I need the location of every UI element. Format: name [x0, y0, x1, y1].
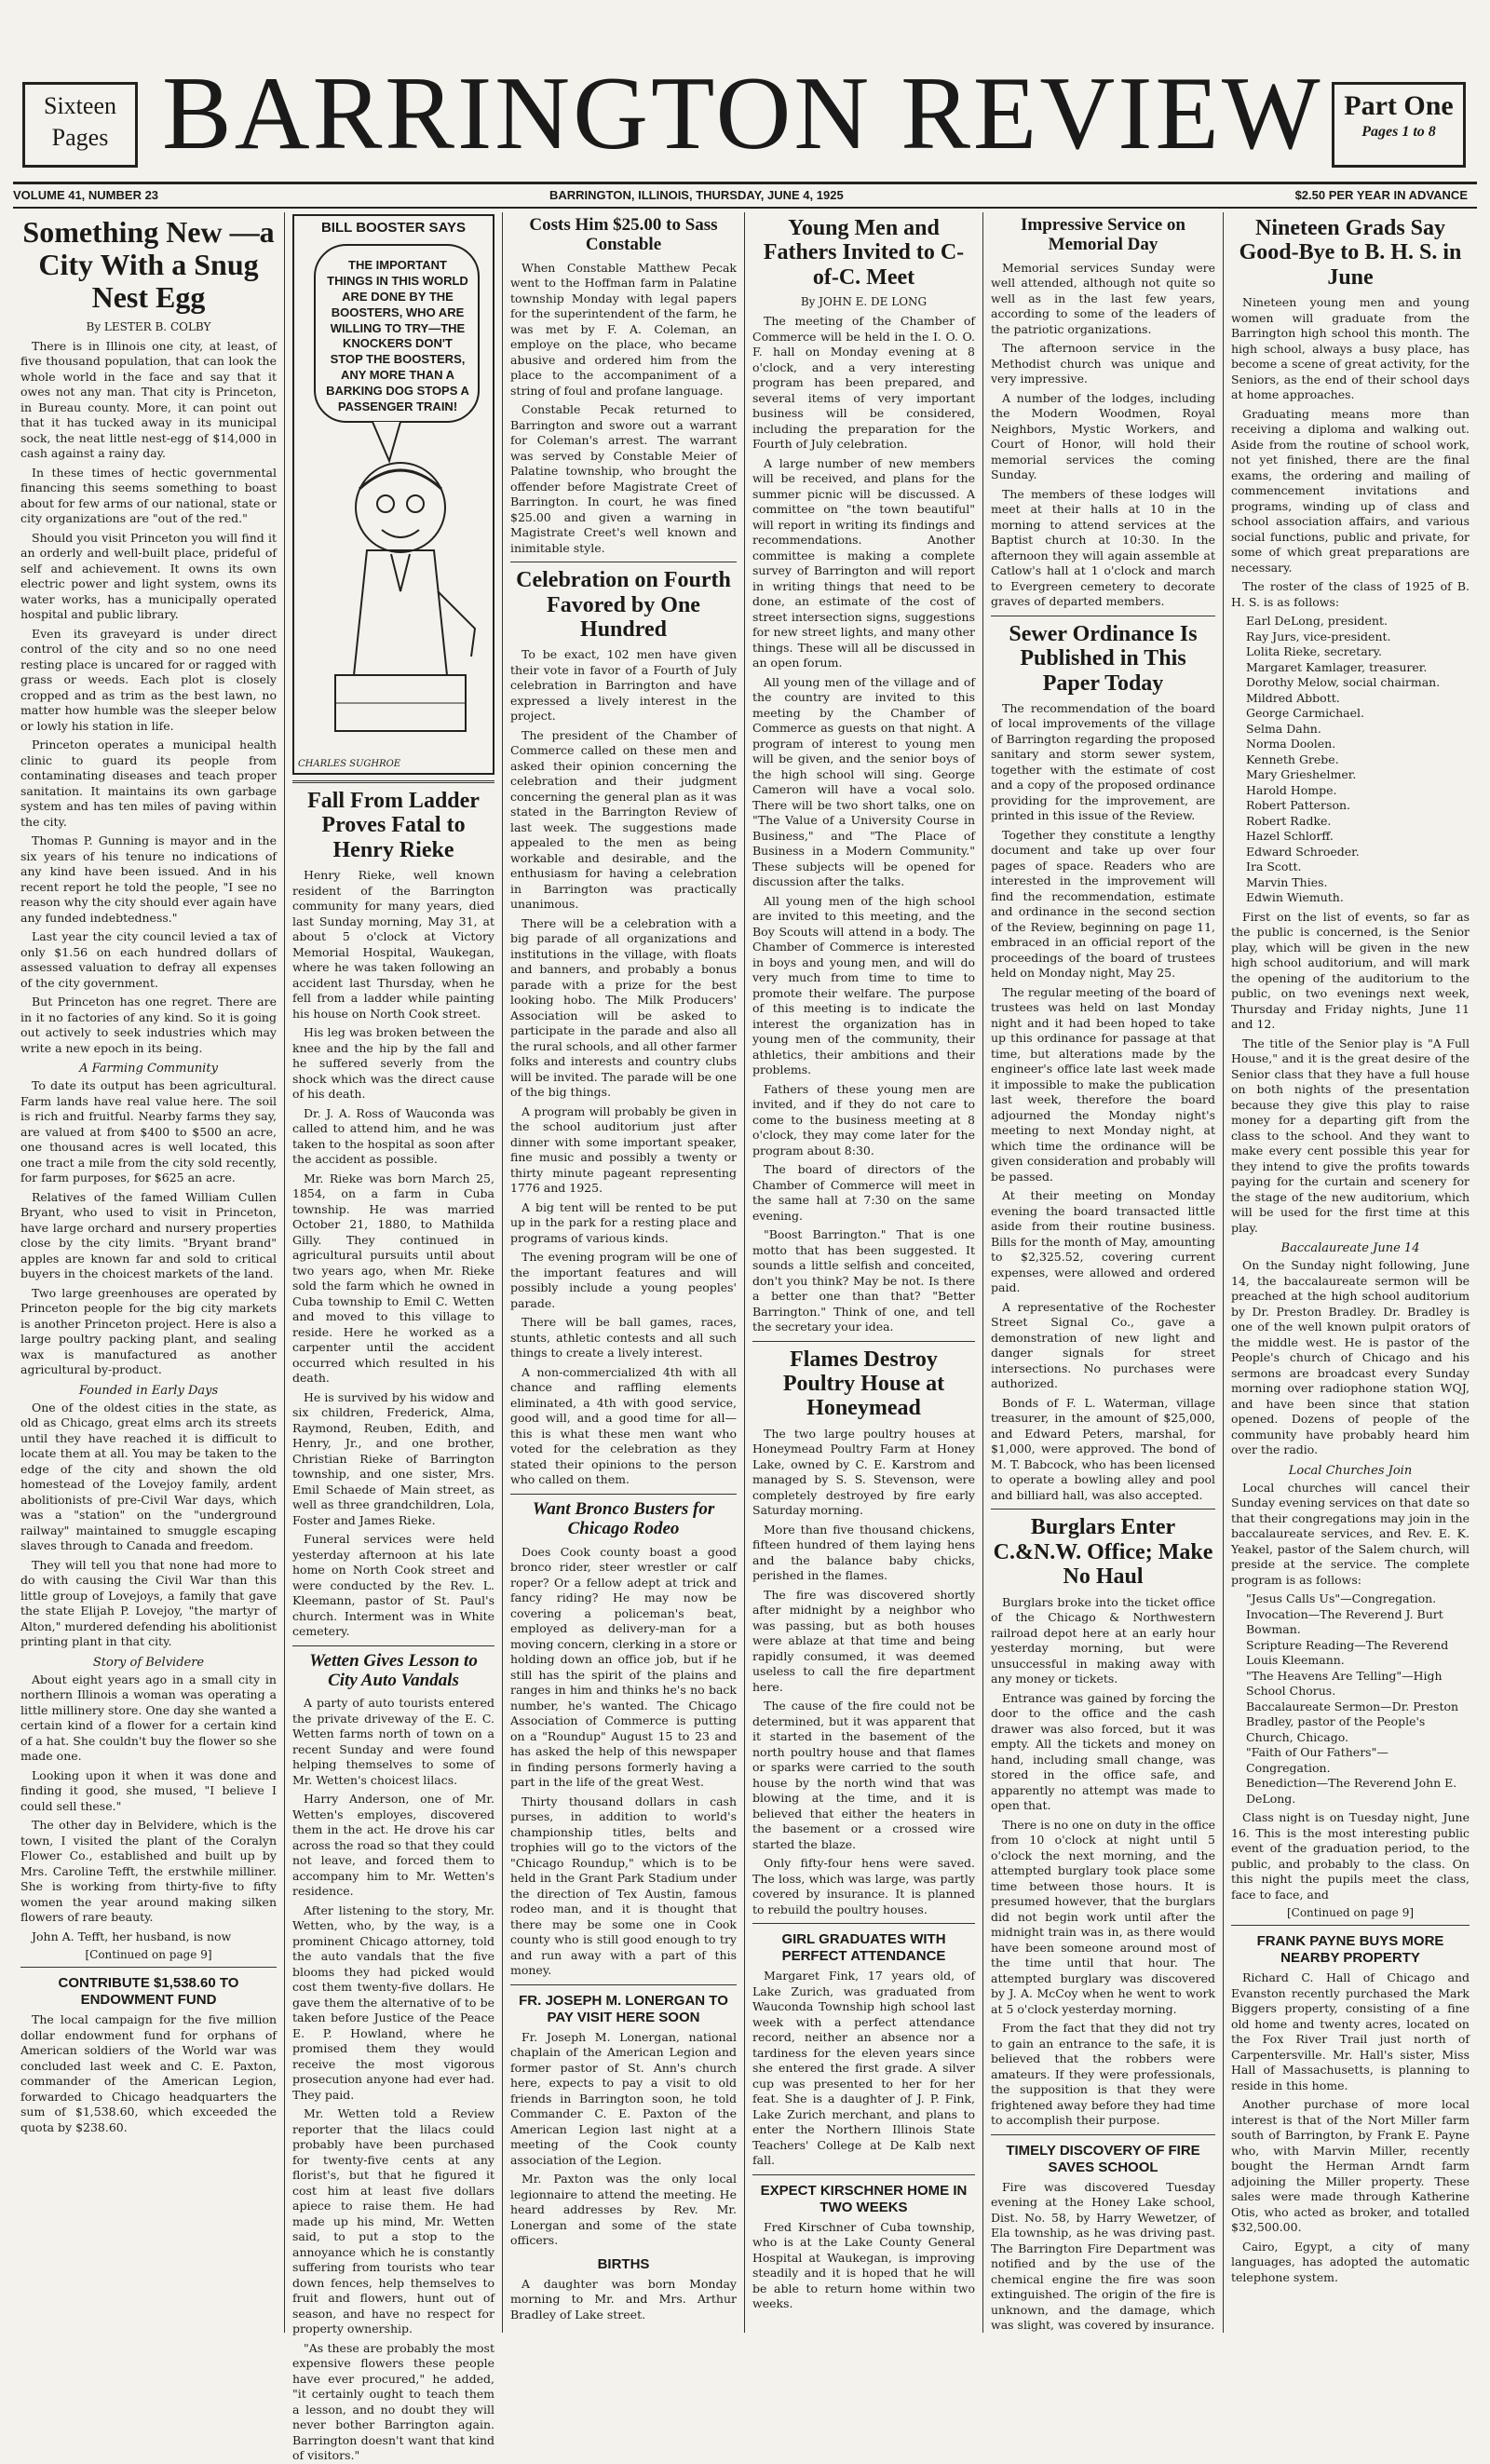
bill-booster-cartoon: [292, 214, 494, 775]
school-fire-headline: TIMELY DISCOVERY OF FIRE SAVES SCHOOL: [1006, 2142, 1200, 2175]
list-item: Mary Grieshelmer.: [1246, 767, 1357, 782]
columns: [13, 212, 1477, 2463]
burglars-headline: Burglars Enter C.&N.W. Office; Make No Haul: [993, 1515, 1213, 1590]
divider: [292, 1645, 494, 1646]
paragraph: "As these are probably the most expensive flowers these people have ever procured," he added, "it certainly ought to teach them a lesson, and no doubt they will never bother Barrington again. Barrington doesn't want that kind of visitors.": [292, 2340, 494, 2463]
princeton-body: [20, 339, 277, 1057]
paragraph: One of the oldest cities in the state, as old as Chicago, great elms arch its streets until they have reached it is difficult to locate them at all. You may be taken to the edge of the city and shown the old homestead of the Lovejoy family, ardent abolitionists of pre-Civil War days, which was a "station" on the "underground railway" maintained to smuggle escaping slaves through to Canada and freedom.: [20, 1400, 277, 1553]
list-item: Marvin Thies.: [1246, 874, 1328, 889]
list-item: Robert Radke.: [1246, 813, 1332, 828]
paragraph: To be exact, 102 men have given their vote in favor of a Fourth of July celebration in Barrington and have expressed a lively interest in the project.: [510, 647, 737, 724]
paragraph: There will be ball games, races, stunts, athletic contests and all such things to create a lively interest.: [510, 1315, 737, 1361]
paragraph: Only fifty-four hens were saved. The loss, which was large, was partly covered by insurance. It is planned to rebuild the poultry houses.: [752, 1856, 975, 1916]
sewer-headline: Sewer Ordinance Is Published in This Paper Today: [1009, 621, 1198, 696]
paragraph: All young men of the high school are invited to this meeting, and the Boy Scouts will attend in a body. The Chamber of Commerce is interested in boys and young men, and will do very much from time to time to promote their welfare. The purpose of this meeting is to indicate the interest the organization has in young men of the community, their athletics, their ambitions and their problems.: [752, 893, 975, 1077]
paragraph: Should you visit Princeton you will find it an orderly and well-built place, prideful of self and achievement. It owns its own electric power and light system, owns its water works, has a municipally operated hospital and public library.: [20, 530, 277, 622]
grads-subhead-churches: Local Churches Join: [1288, 1463, 1413, 1478]
paragraph: There is no one on duty in the office from 10 o'clock at night until 5 o'clock the next morning, and the attempted burglary took place some time between those hours. It is presumed however, that the burglars did not begin work until after the midnight train was in, as there would have been someone around most of the time until that hour. The attempted burglary was discovered by J. A. McCoy when he went to work at 5 o'clock yesterday morning.: [991, 1817, 1215, 2016]
paragraph: There will be a celebration with a big parade of all organizations and institutions in the village, with floats and banners, and probably a bonus parade with a prize for the best looking hobo. The Milk Producers' Association will be asked to participate in the parade and also all the rural schools, and all other farmer folks and interests and country clubs will be invited. The parade will be one of the big things.: [510, 915, 737, 1100]
paragraph: In these times of hectic governmental financing this seems something to boast about for few arms of our national, state or city organizations are "out of the red.": [20, 465, 277, 526]
list-item: Margaret Kamlager, treasurer.: [1246, 659, 1428, 674]
paragraph: Mr. Rieke was born March 25, 1854, on a farm in Cuba township. He was married October 21, 1880, to Mathilda Gilly. They continued in agricultural pursuits until about two years ago, when Mr. Rieke sold the farm which he owned in Cuba township to Emil C. Wetten and moved to this village to reside. Here he worked as a carpenter until the accident occurred which resulted in his death.: [292, 1171, 494, 1386]
paragraph: When Constable Matthew Pecak went to the Hoffman farm in Palatine township Monday with legal papers for the superintendent of the farm, he was met by F. A. Coleman, an employe on the place, who became abusive and ordered him from the place to the accompaniment of a string of foul and profane language.: [510, 260, 737, 398]
paragraph: A large number of new members will be received, and plans for the summer picnic will be discussed. A committee on "the town beautiful" will report in writing its findings and recommendations. Another committee is making a complete survey of Barrington and will report in writing things that need to be done, an estimate of the cost of street intersection signs, suggestions for new street lights, and many other things. These will all be discussed in an open forum.: [752, 455, 975, 670]
grads-body-2: [1231, 910, 1470, 1237]
paragraph: His leg was broken between the knee and the hip by the fall and he suffered severly from the shock which was the direct cause of his death.: [292, 1025, 494, 1102]
paragraph: John A. Tefft, her husband, is now: [32, 1929, 232, 1943]
list-item: Mildred Abbott.: [1246, 690, 1340, 705]
paragraph: Princeton operates a municipal health clinic to guard its people from contaminating diseases and teach proper sanitation. It maintains its own garbage system and has ten miles of paving within the city.: [20, 738, 277, 829]
school-fire-body: [991, 2180, 1215, 2334]
paragraph: The president of the Chamber of Commerce called on these men and asked their opinion concerning the celebration and their judgment concerning the general plan as it was stated in the Barrington Review of last week. The suggestions made appealed to the men as being workable and desirable, and the enthusiasm for having a celebration in Barrington was practically unanimous.: [510, 727, 737, 912]
paragraph: A non-commercialized 4th with all chance and raffling elements eliminated, a 4th with good service, good will, and a good time for all—this is what these men want who voted for the celebration as they stated their opinions to the person who called on them.: [510, 1364, 737, 1487]
baccalaureate-program: [1231, 1591, 1470, 1807]
endowment-headline: CONTRIBUTE $1,538.60 TO ENDOWMENT FUND: [58, 1975, 239, 2009]
list-item: Hazel Schlorff.: [1246, 829, 1334, 844]
divider: [991, 2134, 1215, 2135]
list-item: "Faith of Our Fathers"—Congregation.: [1246, 1745, 1388, 1775]
paragraph: Graduating means more than receiving a diploma and walking out. Aside from the routine of school work, not yet finished, there are the final exams, the ordering and mailing of commencement invitations and programs, winding up of class and school association affairs, and various social functions, public and private, for some of which great preparations are necessary.: [1231, 406, 1470, 575]
list-item: Ray Jurs, vice-president.: [1246, 629, 1391, 643]
cartoon-title: BILL BOOSTER SAYS: [320, 220, 467, 236]
rieke-body: [292, 868, 494, 1640]
paragraph: A representative of the Rochester Street Signal Co., gave a demonstration of new light and danger signals for street intersections. No purchases were authorized.: [991, 1299, 1215, 1391]
constable-body: [510, 261, 737, 557]
paragraph: Mr. Wetten told a Review reporter that the lilacs could probably have been purchased for twenty-five cents at any florist's, but that he figured it cost him at least five dollars apiece to raise them. He had made up his mind, Mr. Wetten said, to put a stop to the annoyance which he is constantly suffering from tourists who tear down fences, help themselves to fruit and flowers, hunt out of season, and have no respect for property ownership.: [292, 2106, 494, 2336]
class-roster: [1231, 614, 1470, 906]
dateline-rule: [13, 207, 1477, 209]
paragraph: Burglars broke into the ticket office of the Chicago & Northwestern railroad depot here at an early hour yesterday morning, but were unsuccessful in making away with any money or tickets.: [991, 1594, 1215, 1686]
memorial-headline: Impressive Service on Memorial Day: [1021, 215, 1185, 254]
grads-headline: Nineteen Grads Say Good-Bye to B. H. S. in June: [1239, 216, 1462, 290]
column-3: [503, 212, 745, 2333]
divider: [510, 1494, 737, 1495]
coc-meet-byline: By JOHN E. DE LONG: [800, 295, 928, 309]
endowment-body: [20, 2012, 277, 2135]
payne-headline: FRANK PAYNE BUYS MORE NEARBY PROPERTY: [1256, 1933, 1444, 1967]
celebration-body: [510, 647, 737, 1488]
pages-ear-line-2: Pages: [51, 124, 109, 151]
paragraph: Even its graveyard is under direct control of the city and so no one need resting place is uncared for or ragged with grass or weeds. Each plot is closely cropped and as trim as the best lawn, no matter how humble was the sleeper below or lowly his station in life.: [20, 626, 277, 733]
list-item: Earl DeLong, president.: [1246, 614, 1388, 629]
births-headline: BIRTHS: [597, 2255, 650, 2272]
paragraph: The other day in Belvidere, which is the town, I visited the plant of the Coralyn Flower Co., established and built up by Mrs. Caroline Tefft, the erstwhile milliner. She is working from thirty-five to fifty women the year around making silken flowers of rare beauty.: [20, 1818, 277, 1925]
paragraph: More than five thousand chickens, fifteen hundred of them laying hens and the balance baby chicks, perished in the flames.: [752, 1522, 975, 1583]
graduate-attendance-headline: GIRL GRADUATES WITH PERFECT ATTENDANCE: [781, 1931, 946, 1965]
list-item: Edward Schroeder.: [1246, 844, 1360, 859]
grads-subhead-baccalaureate: Baccalaureate June 14: [1280, 1241, 1420, 1256]
grads-body-3: [1231, 1258, 1470, 1458]
paragraph: "Boost Barrington." That is one motto that has been suggested. It sounds a little selfish and conceited, don't you think? May be not. Is there a better one than that? "Better Barrington." Think of one, and tell the secretary your idea.: [752, 1227, 975, 1334]
coc-meet-headline: Young Men and Fathers Invited to C-of-C. Meet: [763, 216, 965, 290]
list-item: Ira Scott.: [1246, 860, 1302, 874]
cartoon-signature: CHARLES SUGHROE: [298, 759, 401, 769]
paragraph: Fire was discovered Tuesday evening at the Honey Lake school, Dist. No. 58, by Harry Wewetzer, of Ela township, as he was driving past. The Barrington Fire Department was notified and by the use of the chemical engine the fire was soon extinguished. The origin of the fire is unknown, and the damage, which was slight, was covered by insurance.: [991, 2179, 1215, 2333]
paragraph: Bonds of F. L. Waterman, village treasurer, in the amount of $25,000, and Edward Peters, marshal, for $1,000, were approved. The bond of M. T. Babcock, who has been licensed to operate a bowling alley and pool and billiard hall, was also accepted.: [991, 1395, 1215, 1502]
list-item: Baccalaureate Sermon—Dr. Preston Bradley, pastor of the People's Church, Chicago.: [1246, 1699, 1459, 1744]
paragraph: But Princeton has one regret. There are in it no factories of any kind. So it is going out actively to seek industries which may write a new epoch in its being.: [20, 995, 277, 1055]
paragraph: Thomas P. Gunning is mayor and in the six years of his tenure no indications of any kind have been issued. And in his recent report he told the people, "I see no reason why the city should ever again have any funded indebtedness.": [20, 833, 277, 925]
newspaper-title: BARRINGTON REVIEW: [162, 56, 1323, 171]
paragraph: A big tent will be rented to be put up in the park for a resting place and programs of various kinds.: [510, 1199, 737, 1245]
paragraph: A program will probably be given in the school auditorium just after dinner with some important speaker, fine music and possibly a twenty or thirty minute pageant representing 1776 and 1925.: [510, 1103, 737, 1196]
celebration-headline: Celebration on Fourth Favored by One Hundred: [516, 568, 731, 643]
princeton-byline: By LESTER B. COLBY: [86, 319, 211, 333]
dateline: BARRINGTON, ILLINOIS, THURSDAY, JUNE 4, 1925: [549, 188, 844, 202]
princeton-subhead-belvidere: Story of Belvidere: [92, 1655, 205, 1670]
paragraph: Fr. Joseph M. Lonergan, national chaplain of the American Legion and former pastor of St. Ann's church here, expects to pay a visit to old friends in Barrington soon, he told Commander C. E. Paxton of the American Legion last night at a meeting of the Cook county association of the Legion.: [510, 2029, 737, 2167]
paragraph: Another purchase of more local interest is that of the Nort Miller farm south of Barrington, by Frank E. Payne who, with Marvin Miller, recently bought the Herman Arndt farm adjoining the Miller property. These sales were made through Katherine Otis, who acted as broker, and totalled $32,500.00.: [1231, 2097, 1470, 2235]
dateline-bar: [0, 184, 1490, 205]
paragraph: Looking upon it when it was done and finding it good, she mused, "I believe I could sell these.": [20, 1767, 277, 1813]
poultry-fire-headline: Flames Destroy Poultry House at Honeymead: [782, 1347, 945, 1421]
paragraph: The cause of the fire could not be determined, but it was apparent that it started in the basement of the north poultry house and that flames or sparks were carried to the south house by the north wind that was blowing at the time, and it is believed that either the heaters in the basement or a crossed wire started the blaze.: [752, 1699, 975, 1851]
list-item: Invocation—The Reverend J. Burt Bowman.: [1246, 1606, 1443, 1637]
wetten-body: [292, 1696, 494, 2464]
paragraph: Two large greenhouses are operated by Princeton people for the big city markets is another Princeton project. Here is also a large poultry packing plant, and sealing wax is manufactured as another agricultural by-product.: [20, 1285, 277, 1377]
paragraph: Henry Rieke, well known resident of the Barrington community for many years, died last Sunday morning, May 31, at about 5 o'clock at Victory Memorial Hospital, Waukegan, where he was taken following an accident last Thursday, when he fell from a ladder while painting his house on North Cook street.: [292, 868, 494, 1021]
princeton-subhead-early-days: Founded in Early Days: [78, 1383, 219, 1398]
paragraph: On the Sunday night following, June 14, the baccalaureate sermon will be preached at the high school auditorium by Dr. Preston Bradley. Dr. Bradley is one of the well known pulpit orators of the middle west. He is pastor of the People's church of Chicago and his sermons are broadcast every Sunday morning over radiophone station WQJ, and have been since that station opened. Dozens of people of the community have probably heard him over the radio.: [1231, 1258, 1470, 1457]
paragraph: From the fact that they did not try to gain an entrance to the safe, it is believed that the robbers were amateurs. If they were professionals, the supposition is that they were frightened away before they had time to accomplish their purpose.: [991, 2021, 1215, 2128]
paragraph: Entrance was gained by forcing the door to the office and the cash drawer was also forced, but it was empty. All the tickets and money on hand, including small change, was stored in the office safe, and apparently no attempt was made to open that.: [991, 1690, 1215, 1813]
paragraph: Funeral services were held yesterday afternoon at his late home on North Cook street and were conducted by the Rev. L. Kleemann, pastor of St. Paul's church. Interment was in White cemetery.: [292, 1532, 494, 1639]
wetten-headline: Wetten Gives Lesson to City Auto Vandals: [309, 1650, 478, 1690]
memorial-body: [991, 261, 1215, 610]
paragraph: After listening to the story, Mr. Wetten, who, by the way, is a prominent Chicago attorney, told the auto vandals that the five blooms they had picked would cost them twenty-five dollars. He gave them the alternative of to be taken before Justice of the Peace E. P. Howland, where he promised them they would receive the most vigorous prosecution anyone had ever had. They paid.: [292, 1902, 494, 2102]
sewer-body: [991, 701, 1215, 1504]
rodeo-headline: Want Bronco Busters for Chicago Rodeo: [532, 1498, 715, 1538]
paragraph: Fred Kirschner of Cuba township, who is at the Lake County General Hospital at Waukegan, is improving steadily and it is hoped that he will be able to return home within two weeks.: [752, 2219, 975, 2311]
paragraph: Together they constitute a lengthy document and take up over four pages of space. Readers who are interested in the improvement will find the recommendation, estimate and ordinance in the second section of the Review, beginning on page 11, embraced in an official report of the proceedings of the board of trustees held on Monday night, May 25.: [991, 827, 1215, 981]
grads-body: [1231, 295, 1470, 610]
births-body: A daughter was born Monday morning to Mr. and Mrs. Arthur Bradley of Lake street.: [510, 2276, 737, 2322]
paragraph: A number of the lodges, including the Modern Woodmen, Royal Neighbors, Mystic Workers, and Court of Honor, will hold their memorial services the coming Sunday.: [991, 390, 1215, 482]
column-4: [745, 212, 983, 2333]
grads-body-4: [1231, 1481, 1470, 1589]
paragraph: A party of auto tourists entered the private driveway of the E. C. Wetten farms north of town on a recent Sunday and were found helping themselves to some of Mr. Wetten's choicest lilacs.: [292, 1696, 494, 1787]
column-1: [13, 212, 285, 2333]
list-item: Robert Patterson.: [1246, 798, 1350, 813]
paragraph: He is survived by his widow and six children, Frederick, Alma, Raymond, Reuben, Edith, and Henry, Jr., and one brother, Christian Rieke of Barrington township, and one sister, Mrs. Emil Schaede of Main street, as well as three grandchildren, Lola, Foster and James Rieke.: [292, 1389, 494, 1527]
paragraph: Last year the city council levied a tax of only $1.56 on each hundred dollars of assessed valuation to defray all expenses of the city government.: [20, 929, 277, 990]
pages-ear-box: [22, 82, 138, 168]
paragraph: Nineteen young men and young women will graduate from the Barrington high school this month. The high school, always a busy place, has become a scene of great activity, for the Seniors, as the end of their school days at home approaches.: [1231, 295, 1470, 402]
list-item: Kenneth Grebe.: [1246, 751, 1339, 766]
paragraph: Harry Anderson, one of Mr. Wetten's employes, discovered them in the act. He drove his car across the road so that they could not leave, and forced them to accompany him to Mr. Wetten's residence.: [292, 1792, 494, 1899]
list-item: Benediction—The Reverend John E. DeLong.: [1246, 1776, 1457, 1806]
column-5: [983, 212, 1224, 2333]
kirschner-headline: EXPECT KIRSCHNER HOME IN TWO WEEKS: [760, 2182, 968, 2215]
bill-booster-illustration: [298, 237, 495, 759]
paragraph: The roster of the class of 1925 of B. H. S. is as follows:: [1231, 579, 1470, 609]
burglars-body: [991, 1595, 1215, 2129]
paragraph: The afternoon service in the Methodist church was unique and very impressive.: [991, 341, 1215, 386]
paragraph: They will tell you that none had more to do with causing the Civil War than this little group of Lovejoys, a family that gave the state Elijah P. Lovejoy, "the martyr of Alton," murdered defending his abolitionist printing plant in that city.: [20, 1557, 277, 1649]
paragraph: All young men of the village and of the country are invited to this meeting by the Chamber of Commerce as guests on that night. A program of interest to young men will be given, and the senior boys of the high school will sing. George Cameron will have a vocal solo. There will be two short talks, one on "The Value of a University Course in Business," and "The Place of Business in a Modern Community." These subjects will be opened for discussion after the talks.: [752, 674, 975, 889]
grads-body-5: [1231, 1810, 1470, 1902]
paragraph: The fire was discovered shortly after midnight by a neighbor who was passing, but as both houses were ablaze at that time and being rapidly consumed, it was deemed useless to call the fire department here.: [752, 1587, 975, 1694]
cartoon-speech-text: THE IMPORTANT THINGS IN THIS WORLD ARE DONE BY THE BOOSTERS, WHO ARE WILLING TO TRY—THE KNOCKERS DON'T STOP THE BOOSTERS, ANY MORE THAN A BARKING DOG STOPS A PASSENGER TRAIN!: [326, 258, 469, 414]
princeton-headline: Something New —a City With a Snug Nest Egg: [22, 215, 275, 315]
paragraph: The regular meeting of the board of trustees was held on last Monday night and it had been hoped to take up this ordinance for passage at that time, but alterations made by the engineer's office late last week made it impossible to make the publication last week, therefore the board adjourned the Monday night's meeting to next Monday night, at which time the ordinance will be given consideration and probably will be passed.: [991, 984, 1215, 1184]
paragraph: First on the list of events, so far as the public is concerned, is the Senior play, which will be given in the new high school auditorium, and will mark the opening of the auditorium to the public, on two evenings next week, Thursday and Friday nights, June 11 and 12.: [1231, 909, 1470, 1032]
column-2: [285, 212, 503, 2463]
list-item: Edwin Wiemuth.: [1246, 890, 1344, 905]
paragraph: Relatives of the famed William Cullen Bryant, who used to visit in Princeton, have large orchard and nursery properties close by the city limits. "Bryant brand" apples are known far and sold to critical buyers in the choicest markets of the land.: [20, 1189, 277, 1281]
paragraph: The title of the Senior play is "A Full House," and it is the great desire of the Senior class that they have a full house on both nights of the presentation because they give this play to raise money for a departing gift from the class to the school. And they want to make every cent possible this year for they intend to give the profits towards paying for the curtain and scenery for the stage of the new auditorium, which will be used for the first time at this play.: [1231, 1036, 1470, 1235]
part-pages: Pages 1 to 8: [1361, 124, 1436, 140]
graduate-attendance-body: [752, 1969, 975, 2169]
princeton-body-4: [20, 1672, 277, 1945]
paragraph: There is in Illinois one city, at least, of five thousand population, that can look the whole world in the face and say that it owes not any man. That city is Princeton, in Bureau county. More, it can point out that it has tucked away in its municipal sock, the neat little nest-egg of $14,000 in cash against a rainy day.: [20, 338, 277, 461]
princeton-continued: [Continued on page 9]: [85, 1948, 212, 1962]
divider: [292, 780, 494, 783]
list-item: Dorothy Melow, social chairman.: [1246, 675, 1441, 690]
pages-ear-line-1: Sixteen: [44, 92, 116, 119]
paragraph: The board of directors of the Chamber of Commerce will meet in the same hall at 7:30 on the same evening.: [752, 1162, 975, 1223]
coc-meet-body: [752, 314, 975, 1335]
lonergan-body: [510, 2030, 737, 2249]
list-item: Lolita Rieke, secretary.: [1246, 644, 1383, 659]
princeton-subhead-farming: A Farming Community: [79, 1062, 218, 1076]
lonergan-headline: FR. JOSEPH M. LONERGAN TO PAY VISIT HERE SOON: [519, 1992, 728, 2025]
paragraph: The meeting of the Chamber of Commerce will be held in the I. O. O. F. hall on Monday evening at 8 o'clock, and a very interesting program has been prepared, and several items of very important business will be considered, including the preparation for the Fourth of July celebration.: [752, 314, 975, 452]
paragraph: Constable Pecak returned to Barrington and swore out a warrant for Coleman's arrest. The warrant was served by Constable Meier of Palatine township, who brought the offender before Magistrate Creet of Barrington. In court, he was fined $25.00 and given a warning in Magistrate Creet's well known and inimitable style.: [510, 402, 737, 555]
paragraph: To date its output has been agricultural. Farm lands have real value here. The soil is rich and fruitful. Nearby farms they say, are valued at from $400 to $500 an acre, one thousand acres is well located, this one tract a mile from the city sold recently, for farm purposes, for $625 an acre.: [20, 1078, 277, 1185]
list-item: "The Heavens Are Telling"—High School Chorus.: [1246, 1668, 1443, 1699]
princeton-body-3: [20, 1401, 277, 1650]
paragraph: Margaret Fink, 17 years old, of Lake Zurich, was graduated from Wauconda Township high school last week with a perfect attendance record, neither an absence nor a tardiness for the eleven years since she entered the first grade. A silver cup was presented to her for her feat. She is a daughter of J. P. Fink, Lake Zurich merchant, and plans to enter the Northern Illinois State Teachers' College at De Kalb next fall.: [752, 1969, 975, 2168]
paragraph: About eight years ago in a small city in northern Illinois a woman was operating a little millinery store. One day she wanted a certain kind of a flower for a certain kind of a hat. She couldn't buy the flower so she made one.: [20, 1672, 277, 1764]
paragraph: The evening program will be one of the important features and will possibly include a young peoples' parade.: [510, 1250, 737, 1310]
divider: [752, 1341, 975, 1342]
princeton-body-2: [20, 1078, 277, 1378]
list-item: "Jesus Calls Us"—Congregation.: [1246, 1591, 1437, 1606]
paragraph: Class night is on Tuesday night, June 16. This is the most interesting public event of the graduation period, to the public, and probably to the class. On this night the pupils meet the class, face to face, and: [1231, 1810, 1470, 1902]
poultry-fire-body: [752, 1427, 975, 1918]
subscription-price: $2.50 PER YEAR IN ADVANCE: [1294, 188, 1468, 202]
list-item: Scripture Reading—The Reverend Louis Kleemann.: [1246, 1637, 1449, 1668]
rodeo-body: [510, 1545, 737, 1979]
paragraph: The two large poultry houses at Honeymead Poultry Farm at Honey Lake, owned by C. E. Karstrom and managed by S. S. Stevenson, were completely destroyed by fire early Saturday morning.: [752, 1426, 975, 1518]
divider: [752, 2174, 975, 2175]
column-6: [1224, 212, 1477, 2333]
divider: [1231, 1925, 1470, 1926]
paragraph: Memorial services Sunday were well attended, although not quite so well as in the last few years, according to some of the leaders of the patriotic organizations.: [991, 260, 1215, 336]
grads-continued: [Continued on page 9]: [1286, 1906, 1415, 1920]
paragraph: The members of these lodges will meet at their halls at 10 in the morning to attend services at the Baptist church at 10:30. In the afternoon they will again assemble at Catlow's hall at 1 o'clock and march to Evergreen cemetery to decorate graves of departed members.: [991, 486, 1215, 609]
divider: [510, 1984, 737, 1985]
part-label: Part One: [1344, 90, 1454, 121]
paragraph: The recommendation of the board of local improvements of the village of Barrington regarding the proposed sanitary and storm sewer system, together with the estimate of cost and a copy of the proposed ordinance providing for the improvement, are printed in this issue of the Review.: [991, 700, 1215, 823]
paragraph: Thirty thousand dollars in cash purses, in addition to world's championship titles, belts and trophies will go to the victors of the "Chicago Roundup," which is to be held in the Grant Park Stadium under the direction of Tex Austin, famous rodeo man, and it is thought that there may be some one in Cook county who is still good enough to try and run away with a part of this money.: [510, 1794, 737, 1978]
paragraph: Does Cook county boast a good bronco rider, steer wrestler or calf roper? Or a fellow adept at trick and fancy riding? He may now be covering a policeman's beat, employed as delivery-man for a moving concern, clerking in a store or holding down an office job, but if he still has the spirit of the plains and ranges in him and thinks he's no back number, he's wanted. The Chicago Association of Commerce is putting on a "Roundup" August 15 to 23 and has asked the help of this newspaper in finding persons formerly having a part in the life of the great West.: [510, 1544, 737, 1790]
list-item: Selma Dahn.: [1246, 721, 1321, 736]
divider: [752, 1923, 975, 1924]
rieke-headline: Fall From Ladder Proves Fatal to Henry Rieke: [307, 789, 480, 862]
volume-number: VOLUME 41, NUMBER 23: [13, 188, 159, 202]
payne-body: [1231, 1970, 1470, 2285]
divider: [991, 1509, 1215, 1510]
paragraph: Local churches will cancel their Sunday evening services on that date so that their congregations may join in the baccalaureate services, and Rev. E. K. Yeakel, pastor of the Salem church, will preside at the service. The complete program is as follows:: [1231, 1480, 1470, 1587]
divider: [20, 1967, 277, 1968]
kirschner-body: [752, 2220, 975, 2312]
masthead: [13, 0, 1477, 184]
paragraph: Richard C. Hall of Chicago and Evanston recently purchased the Mark Biggers property, consisting of a fine old home and twenty acres, located on the Fox River Trail just north of Carpentersville. Mr. Hall's sister, Miss Hall of Massachusetts, is planning to reside in this home.: [1231, 1970, 1470, 2092]
paragraph: Cairo, Egypt, a city of many languages, has adopted the automatic telephone system.: [1231, 2239, 1470, 2284]
list-item: George Carmichael.: [1246, 706, 1364, 721]
list-item: Norma Doolen.: [1246, 737, 1336, 751]
paragraph: The local campaign for the five million dollar endowment fund for orphans of American soldiers of the World war was concluded last week and C. E. Paxton, commander of the American Legion, forwarded to Chicago headquarters the sum of $1,538.60, which exceeded the quota by $238.60.: [20, 2012, 277, 2134]
part-ear-box: [1332, 82, 1466, 168]
paragraph: Fathers of these young men are invited, and if they do not care to come to the business meeting at 8 o'clock, they may come later for the program about 8:30.: [752, 1081, 975, 1158]
paragraph: Mr. Paxton was the only local legionnaire to attend the meeting. He heard addresses by Rev. Mr. Lonergan and some of the state officers.: [510, 2172, 737, 2248]
constable-headline: Costs Him $25.00 to Sass Constable: [529, 215, 718, 254]
list-item: Harold Hompe.: [1246, 782, 1337, 797]
paragraph: Dr. J. A. Ross of Wauconda was called to attend him, and he was taken to the hospital as soon after the accident as possible.: [292, 1105, 494, 1167]
paragraph: At their meeting on Monday evening the board transacted little aside from their routine business. Bills for the month of May, amounting to $2,325.52, covering current expenses, were allowed and ordered paid.: [991, 1188, 1215, 1295]
